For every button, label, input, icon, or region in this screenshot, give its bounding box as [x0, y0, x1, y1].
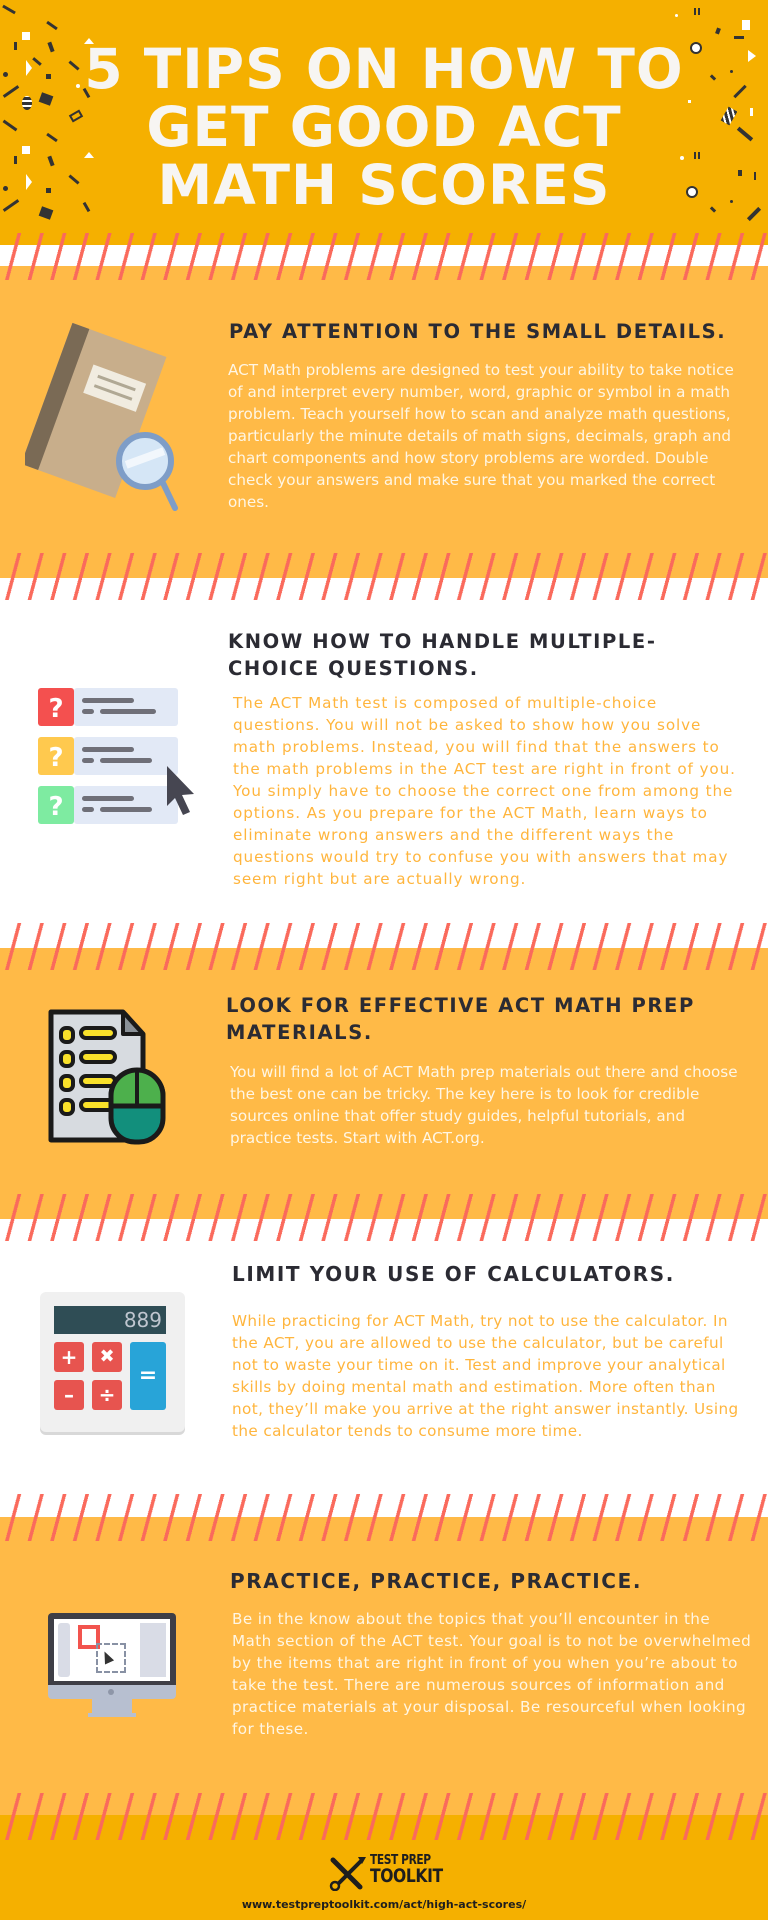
source-url-link[interactable]: www.testpreptoolkit.com/act/high-act-scores/: [241, 1898, 527, 1911]
calculator-display: [54, 1306, 166, 1334]
section-1-heading: PAY ATTENTION TO THE SMALL DETAILS.: [229, 320, 727, 343]
calculator-display-value: 889: [123, 1308, 162, 1332]
multiple-choice-icon: [38, 686, 198, 826]
title-line-3: MATH SCORES: [157, 153, 611, 217]
stripe-divider: [0, 1494, 768, 1541]
section-2-heading: KNOW HOW TO HANDLE MULTIPLE-CHOICE QUESTIONS.: [228, 630, 657, 680]
section-5-heading: PRACTICE, PRACTICE, PRACTICE.: [230, 1569, 643, 1593]
stripe-divider: [0, 1194, 768, 1241]
logo-text: [370, 1854, 443, 1886]
section-1-body: ACT Math problems are designed to test your ability to take notice of and interpret every number, word, graphic or symbol in a math problem. Teach yourself how to scan and analyze math questions, particularly the minute details of math signs, decimals, graph and chart components and how story problems are worded. Double check your answers and make sure that you marked the correct ones.: [228, 361, 734, 511]
section-2-body: The ACT Math test is composed of multiple-choice questions. You will not be asked to show how you solve math problems. Instead, you will find that the answers to the math problems in the ACT test are right in front of you. You simply have to choose the correct one from among the options. As you prepare for the ACT Math, learn ways to eliminate wrong answers and the different ways the questions would try to confuse you with answers that may seem right but are actually wrong.: [233, 694, 736, 888]
divide-key: ÷: [92, 1380, 122, 1410]
svg-text:?: ?: [48, 792, 64, 822]
plus-key: +: [54, 1342, 84, 1372]
test-prep-toolkit-logo[interactable]: [328, 1853, 443, 1893]
document-mouse-icon: [45, 1008, 170, 1146]
stripe-divider: [0, 553, 768, 600]
monitor-stand: [92, 1699, 132, 1713]
title-line-2: GET GOOD ACT: [146, 95, 622, 159]
title-line-1: 5 TIPS ON HOW TO: [84, 37, 684, 101]
stripe-divider: [0, 923, 768, 970]
desktop-monitor-icon: [48, 1613, 178, 1721]
page-title: [0, 37, 768, 217]
svg-text:?: ?: [48, 743, 64, 773]
logo-line-1: TEST PREP: [370, 1853, 431, 1868]
screen-panel: [140, 1623, 166, 1677]
minus-key: –: [54, 1380, 84, 1410]
logo-line-2: TOOLKIT: [370, 1865, 443, 1887]
section-4-body: While practicing for ACT Math, try not to use the calculator. In the ACT, you are allowed to use the calculator, but be careful not to waste your time on it. Test and improve your analytical skills by doing mental math and estimation. More often than not, they’ll make you arrive at the right answer instantly. Using the calculator tends to consume more time.: [232, 1312, 739, 1440]
wrench-screwdriver-icon: [328, 1855, 368, 1891]
calculator-icon: [40, 1292, 185, 1437]
notebook-magnifier-icon: [25, 318, 185, 518]
monitor-base: [88, 1713, 136, 1717]
section-4-heading: LIMIT YOUR USE OF CALCULATORS.: [232, 1262, 675, 1286]
stripe-divider: [0, 1793, 768, 1840]
section-3-heading: LOOK FOR EFFECTIVE ACT MATH PREP MATERIALS.: [226, 994, 695, 1044]
equals-key: =: [130, 1342, 166, 1410]
section-5-body: Be in the know about the topics that you’ll encounter in the Math section of the ACT test. Your goal is to not be overwhelmed by the items that are right in front of you when you’re about to take the test. There are numerous sources of information and practice materials at your disposal. Be resourceful when looking for these.: [232, 1610, 752, 1738]
monitor-power: [108, 1689, 114, 1695]
multiply-key: ✖: [92, 1342, 122, 1372]
stripe-divider: [0, 233, 768, 280]
screen-toolbar: [58, 1623, 70, 1677]
section-3-body: You will find a lot of ACT Math prep materials out there and choose the best one can be tricky. The key here is to look for credible sources online that offer study guides, helpful tutorials, and practice tests. Start with ACT.org.: [230, 1063, 738, 1147]
svg-text:?: ?: [48, 694, 64, 724]
